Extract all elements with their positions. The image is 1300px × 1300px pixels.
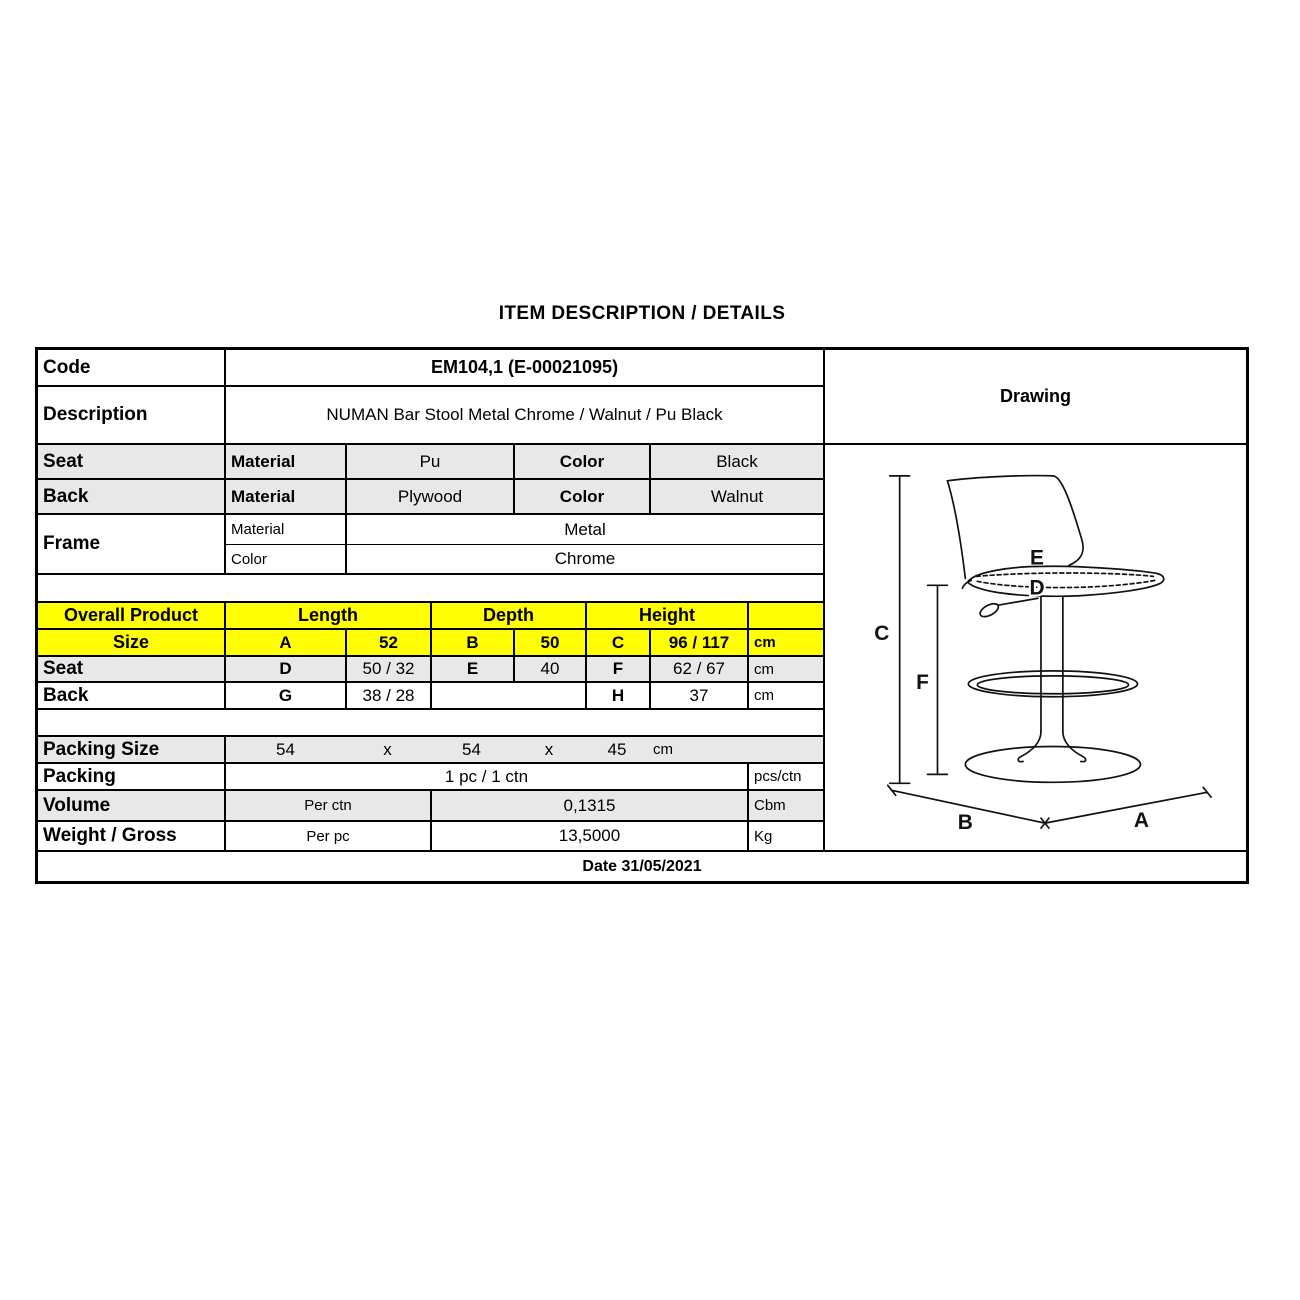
seat-size-label: Seat xyxy=(38,657,226,683)
seat-size-unit: cm xyxy=(749,657,825,683)
seat-material-label: Material xyxy=(226,445,347,480)
weight-value: 13,5000 xyxy=(432,822,749,852)
drawing-header: Drawing xyxy=(825,350,1246,445)
dim-label-a: A xyxy=(1133,809,1150,833)
dim-value-e: 40 xyxy=(515,657,587,683)
dim-label-f: F xyxy=(916,670,929,694)
weight-unit: Kg xyxy=(749,822,825,852)
page-title: ITEM DESCRIPTION / DETAILS xyxy=(498,303,786,324)
code-label: Code xyxy=(38,350,226,387)
weight-label: Weight / Gross xyxy=(38,822,226,852)
drawing-canvas xyxy=(825,445,1246,852)
packing-size-unit: cm xyxy=(653,741,673,758)
frame-color-label: Color xyxy=(226,545,347,575)
dim-label-c: C xyxy=(874,622,890,646)
back-size-unit: cm xyxy=(749,683,825,710)
overall-unit: cm xyxy=(749,630,825,657)
seat-material-value: Pu xyxy=(347,445,515,480)
packing-size-d: 54 xyxy=(462,739,481,759)
description-value: NUMAN Bar Stool Metal Chrome / Walnut / Pu Black xyxy=(226,387,825,445)
frame-color-value: Chrome xyxy=(347,545,825,575)
dim-label-b: B xyxy=(957,811,973,835)
dim-label-e: E xyxy=(1030,546,1044,570)
volume-unit: Cbm xyxy=(749,791,825,822)
depth-header: Depth xyxy=(432,603,587,630)
weight-basis: Per pc xyxy=(226,822,432,852)
stool-seat xyxy=(968,566,1164,596)
packing-size-w: 54 xyxy=(276,739,295,759)
overall-product-title-line1: Overall Product xyxy=(38,603,226,630)
dim-value-d: 50 / 32 xyxy=(347,657,432,683)
date-row: Date 31/05/2021 xyxy=(582,857,702,875)
dim-line-a xyxy=(1045,792,1207,823)
packing-size-values xyxy=(226,737,825,764)
stool-backrest xyxy=(947,476,1083,579)
packing-size-x2: x xyxy=(544,739,554,759)
dim-value-g: 38 / 28 xyxy=(347,683,432,710)
dim-value-f: 62 / 67 xyxy=(651,657,749,683)
dim-value-h: 37 xyxy=(651,683,749,710)
back-depth-empty xyxy=(432,683,587,710)
volume-value: 0,1315 xyxy=(432,791,749,822)
overall-product-title-line2: Size xyxy=(38,630,226,657)
back-material-value: Plywood xyxy=(347,480,515,515)
dim-key-b: B xyxy=(432,630,515,657)
dim-key-d: D xyxy=(226,657,347,683)
height-header: Height xyxy=(587,603,749,630)
dim-label-d: D xyxy=(1029,576,1045,600)
packing-size-label: Packing Size xyxy=(38,737,226,764)
code-value: EM104,1 (E-00021095) xyxy=(226,350,825,387)
packing-unit: pcs/ctn xyxy=(749,764,825,791)
spacer-row-2 xyxy=(38,710,825,737)
back-row-label: Back xyxy=(38,480,226,515)
spacer-row-1 xyxy=(38,575,825,603)
back-material-label: Material xyxy=(226,480,347,515)
back-size-label: Back xyxy=(38,683,226,710)
dim-key-e: E xyxy=(432,657,515,683)
dim-key-g: G xyxy=(226,683,347,710)
frame-material-value: Metal xyxy=(347,515,825,545)
packing-label: Packing xyxy=(38,764,226,791)
dim-key-f: F xyxy=(587,657,651,683)
bar-stool-drawing xyxy=(825,445,1246,850)
stool-lever xyxy=(998,598,1038,605)
back-color-label: Color xyxy=(515,480,651,515)
seat-color-label: Color xyxy=(515,445,651,480)
seat-color-value: Black xyxy=(651,445,825,480)
description-label: Description xyxy=(38,387,226,445)
length-header: Length xyxy=(226,603,432,630)
packing-value: 1 pc / 1 ctn xyxy=(226,764,749,791)
dim-key-h: H xyxy=(587,683,651,710)
dim-key-a: A xyxy=(226,630,347,657)
back-color-value: Walnut xyxy=(651,480,825,515)
dim-key-c: C xyxy=(587,630,651,657)
unit-header-empty xyxy=(749,603,825,630)
packing-size-h: 45 xyxy=(607,739,627,759)
seat-row-label: Seat xyxy=(38,445,226,480)
volume-label: Volume xyxy=(38,791,226,822)
volume-basis: Per ctn xyxy=(226,791,432,822)
packing-size-x1: x xyxy=(383,739,392,759)
spec-table xyxy=(35,347,1249,884)
frame-row-label: Frame xyxy=(38,515,226,575)
dim-value-c: 96 / 117 xyxy=(651,630,749,657)
dim-value-a: 52 xyxy=(347,630,432,657)
dim-value-b: 50 xyxy=(515,630,587,657)
frame-material-label: Material xyxy=(226,515,347,545)
stool-base xyxy=(965,747,1140,783)
